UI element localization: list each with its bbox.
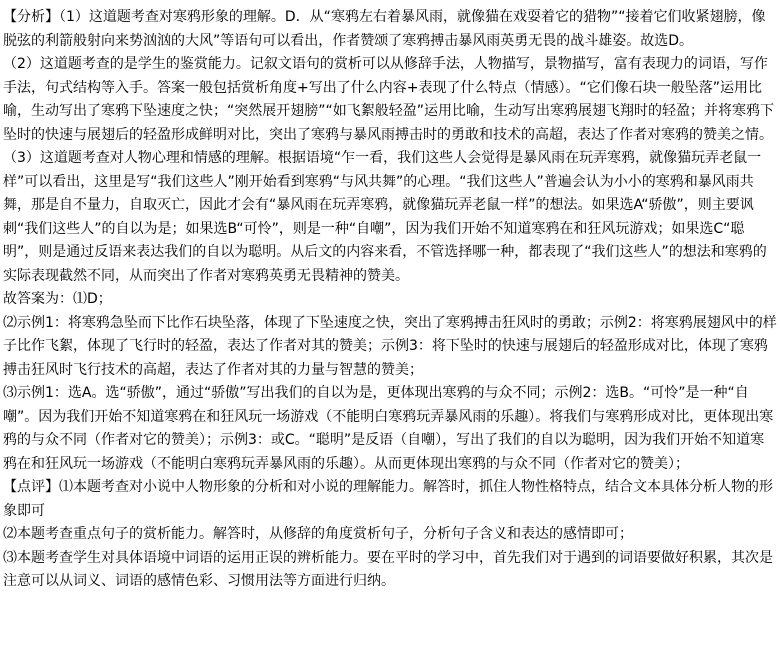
answer-line-1: 故答案为：⑴D； [3,291,112,307]
answer-line-3: ⑶示例1：选A。选“骄傲”，通过“骄傲”写出我们的自以为是，更体现出寒鸦的与众不同；示例2：选B。“可怜”是一种“自嘲”。因为我们开始不知道寒鸦在和狂风玩一场游戏（不能明白寒鸦玩弄暴风雨的乐趣）。将我们与寒鸦形成对比，更体现出寒鸦的与众不同（作者对它的赞美）；示例3：或C。“聪明”是反语（自嘲），写出了我们的自以为聪明，因为我们开始不知道寒鸦在和狂风玩一场游戏（不能明白寒鸦玩弄暴风雨的乐趣）。从而更体现出寒鸦的与众不同（作者对它的赞美）； [3,385,774,472]
analysis-paragraph-3: （3）这道题考查对人物心理和情感的理解。根据语境“乍一看，我们这些人会觉得是暴风雨在玩弄寒鸦，就像猫玩弄老鼠一样”可以看出，这里是写“我们这些人”刚开始看到寒鸦“与风共舞”的心理。“我们这些人”普遍会认为小小的寒鸦和暴风雨共舞，那是自不量力，自取灭亡，因此才会有“暴风雨在玩弄寒鸦，就像猫玩弄老鼠一样”的想法。如果选A“骄傲”，则主要讽刺“我们这些人”的自以为是；如果选B“可怜”，则是一种“自嘲”，因为我们开始不知道寒鸦在和狂风玩游戏；如果选C“聪明”，则是通过反语来表达我们的自以为聪明。从后文的内容来看，不管选择哪一种，都表现了“我们这些人”的想法和寒鸦的实际表现截然不同，从而突出了作者对寒鸦英勇无畏精神的赞美。 [3,150,767,284]
comment-line-1: 【点评】⑴本题考查对小说中人物形象的分析和对小说的理解能力。解答时，抓住人物性格特点，结合文本具体分析人物的形象即可 [3,479,773,519]
comment-line-3: ⑶本题考查学生对具体语境中词语的运用正误的辨析能力。要在平时的学习中，首先我们对于遇到的词语要做好积累，其次是注意可以从词义、词语的感情色彩、习惯用法等方面进行归纳。 [3,549,773,589]
analysis-paragraph-2: （2）这道题考查的是学生的鉴赏能力。记叙文语句的赏析可以从修辞手法，人物描写，景物描写，富有表现力的词语，写作手法，句式结构等入手。答案一般包括赏析角度+写出了什么内容+表现了什么特点（情感）。“它们像石块一般坠落”运用比喻，生动写出了寒鸦下坠速度之快；“突然展开翅膀”“如飞絮般轻盈”运用比喻，生动写出寒鸦展翅飞翔时的轻盈；并将寒鸦下坠时的快速与展翅后的轻盈形成鲜明对比，突出了寒鸦与暴风雨搏击时的勇敢和技术的高超，表达了作者对寒鸦的赞美之情。 [3,56,775,143]
comment-line-2: ⑵本题考查重点句子的赏析能力。解答时，从修辞的角度赏析句子，分析句子含义和表达的感情即可； [3,526,633,542]
answer-line-2: ⑵示例1：将寒鸦急坠而下比作石块坠落，体现了下坠速度之快，突出了寒鸦搏击狂风时的勇敢；示例2：将寒鸦展翅风中的样子比作飞絮，体现了飞行时的轻盈，表达了作者对其的赞美；示例3：将下坠时的快速与展翅后的轻盈形成对比，体现了寒鸦搏击狂风时飞行技术的高超，表达了作者对其的力量与智慧的赞美； [3,314,777,378]
analysis-paragraph-1: 【分析】（1）这道题考查对寒鸦形象的理解。D．从“寒鸦左右着暴风雨，就像猫在戏耍着它的猎物”“接着它们收紧翅膀，像脱弦的利箭般射向来势汹汹的大风”等语句可以看出，作者赞颂了寒鸦搏击暴风雨英勇无畏的战斗雄姿。故选D。 [3,9,766,49]
comment-section [3,476,777,594]
analysis-section [3,6,777,288]
answer-section [3,288,777,476]
